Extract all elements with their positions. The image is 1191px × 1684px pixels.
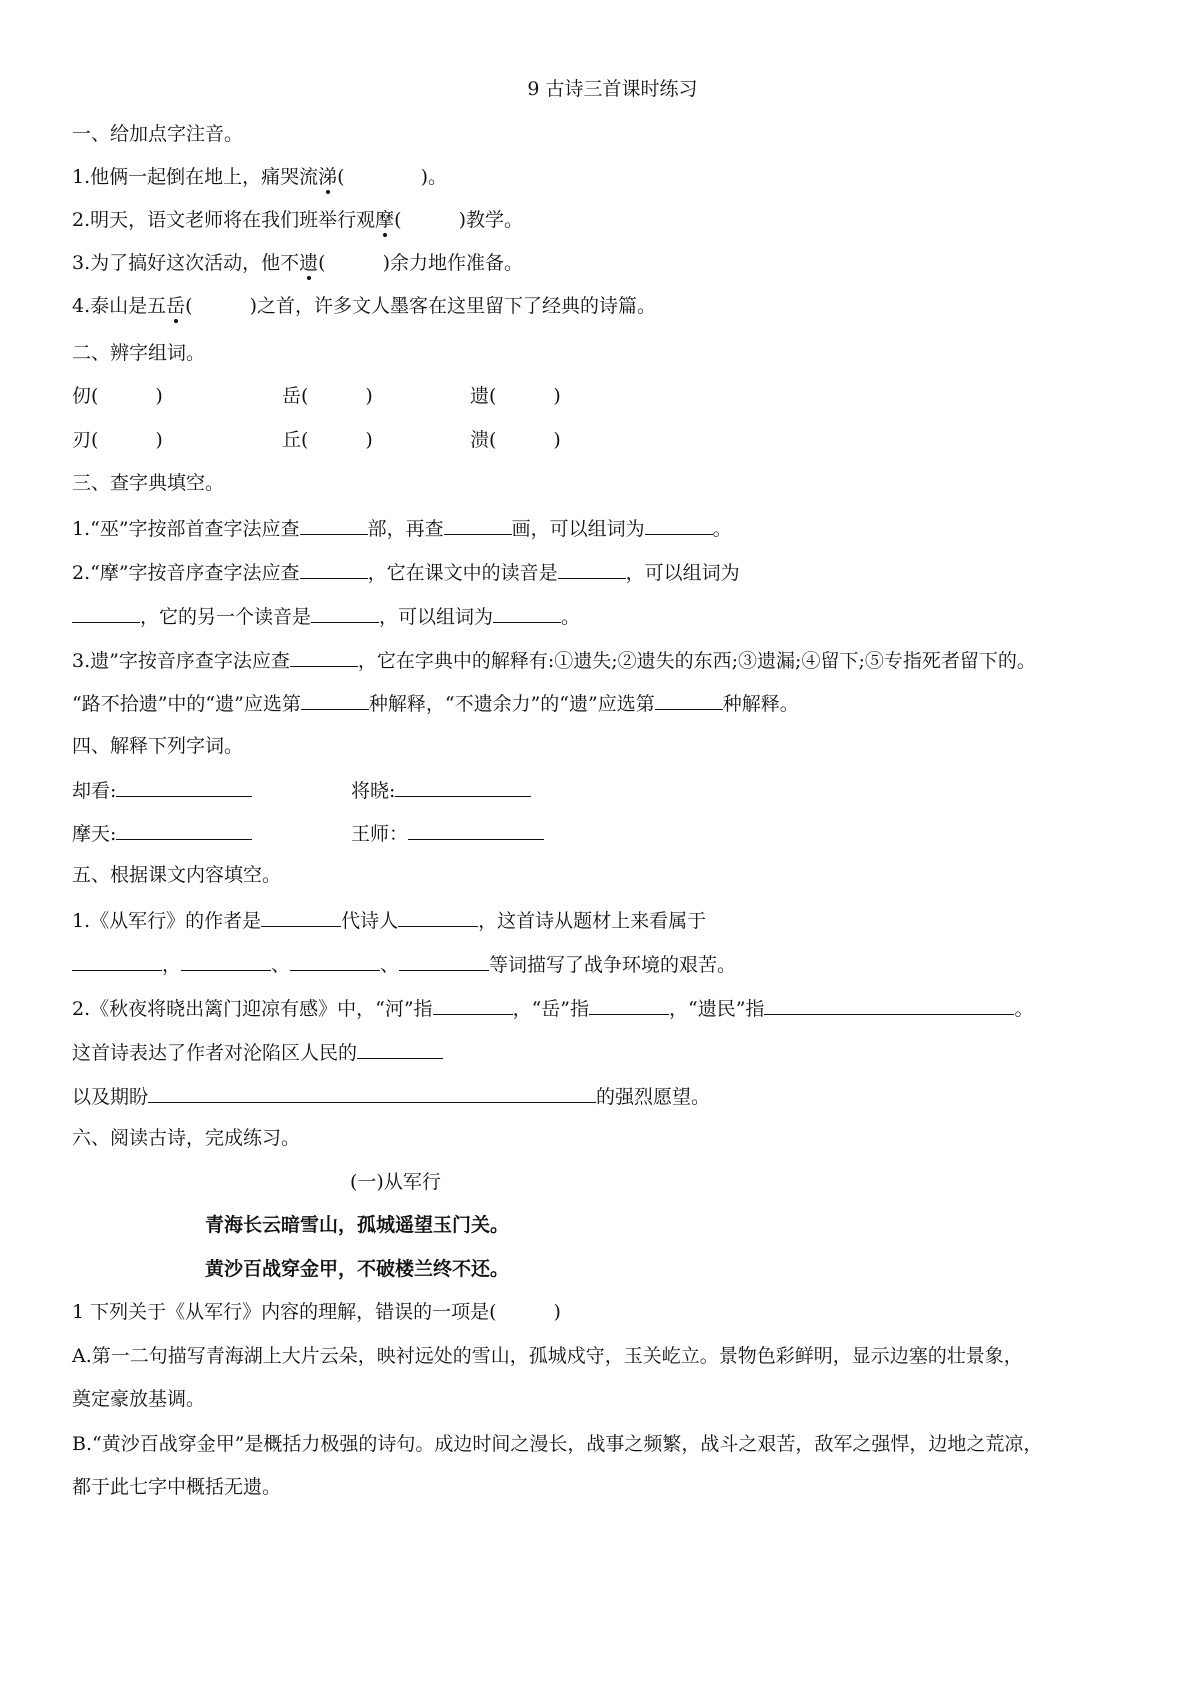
s5-question-1 xyxy=(72,906,706,934)
option-b-line-1: B.“黄沙百战穿金甲”是概括力极强的诗句。成边时间之漫长，战事之频繁，战斗之艰苦，敌军之强悍，边地之荒凉， xyxy=(72,1433,1043,1455)
poem-title: (一)从军行 xyxy=(350,1171,441,1193)
word-cell[interactable]: 岳( ) xyxy=(282,385,373,407)
dotted-char: 摩 xyxy=(375,209,395,231)
s5-question-2-cont xyxy=(72,1038,443,1066)
s1-question-1 xyxy=(72,164,447,190)
answer-paren[interactable]: ( )。 xyxy=(337,166,447,188)
s5-question-2 xyxy=(72,994,1033,1022)
word-cell[interactable]: 溃( ) xyxy=(470,429,561,451)
fill-blank[interactable] xyxy=(444,514,512,535)
s6-question-1: 1 下列关于《从军行》内容的理解，错误的一项是( ) xyxy=(72,1301,561,1323)
section-1-heading: 一、给加点字注音。 xyxy=(72,123,244,145)
q-text: 。 xyxy=(1014,998,1034,1020)
fill-blank[interactable] xyxy=(311,602,379,623)
q-text: 1.他俩一起倒在地上，痛哭流 xyxy=(72,166,319,188)
term: 却看: xyxy=(72,780,117,802)
fill-blank[interactable] xyxy=(290,950,380,971)
define-item xyxy=(351,776,531,804)
define-item xyxy=(351,819,544,847)
q-text: 种解释，“不遗余力”的“遗”应选第 xyxy=(368,693,655,715)
dotted-char: 遗 xyxy=(299,252,319,274)
s3-question-3 xyxy=(72,646,1036,674)
page-title: 9 古诗三首课时练习 xyxy=(527,78,698,100)
q-text: ， xyxy=(162,954,182,976)
section-5-heading: 五、根据课文内容填空。 xyxy=(72,864,282,886)
q-text: ，“岳”指 xyxy=(512,998,589,1020)
fill-blank[interactable] xyxy=(116,776,252,797)
q-text: 、 xyxy=(271,954,291,976)
fill-blank[interactable] xyxy=(433,994,513,1015)
define-item xyxy=(72,776,252,804)
q-text: 4.泰山是五 xyxy=(72,295,167,317)
option-b-line-2: 都于此七字中概括无遗。 xyxy=(72,1476,282,1498)
word-cell[interactable]: 丘( ) xyxy=(282,429,373,451)
q-text: 3.为了搞好这次活动，他不 xyxy=(72,252,300,274)
option-a-line-1: A.第一二句描写青海湖上大片云朵，映衬远处的雪山，孤城戍守，玉关屹立。景物色彩鲜明，显示边塞的壮景象， xyxy=(72,1345,1023,1367)
section-3-heading: 三、查字典填空。 xyxy=(72,472,225,494)
q-text: ，它在课文中的读音是 xyxy=(367,562,558,584)
s3-question-3-cont xyxy=(72,689,799,717)
fill-blank[interactable] xyxy=(764,994,1014,1015)
q-text: 2.明天，语文老师将在我们班举行观 xyxy=(72,209,376,231)
fill-blank[interactable] xyxy=(181,950,271,971)
s3-question-2 xyxy=(72,558,740,586)
dotted-char: 涕 xyxy=(318,166,338,188)
q-text: 部，再查 xyxy=(367,518,444,540)
fill-blank[interactable] xyxy=(398,906,478,927)
word-cell[interactable]: 刃( ) xyxy=(72,429,163,451)
section-6-heading: 六、阅读古诗，完成练习。 xyxy=(72,1127,301,1149)
term: 将晓: xyxy=(351,780,396,802)
q-text: ，这首诗从题材上来看属于 xyxy=(478,910,707,932)
s5-question-1-cont xyxy=(72,950,736,978)
fill-blank[interactable] xyxy=(72,950,162,971)
fill-blank[interactable] xyxy=(655,689,723,710)
answer-paren[interactable]: ( )余力地作准备。 xyxy=(318,252,523,274)
fill-blank[interactable] xyxy=(589,994,669,1015)
fill-blank[interactable] xyxy=(300,558,368,579)
fill-blank[interactable] xyxy=(290,646,358,667)
q-text: ，“遗民”指 xyxy=(669,998,765,1020)
dotted-char: 岳 xyxy=(166,295,186,317)
q-text: ，可以组词为 xyxy=(625,562,740,584)
q-text: 2.《秋夜将晓出篱门迎凉有感》中，“河”指 xyxy=(72,998,433,1020)
option-a-line-2: 奠定豪放基调。 xyxy=(72,1388,206,1410)
q-text: 等词描写了战争环境的艰苦。 xyxy=(489,954,737,976)
s1-question-2 xyxy=(72,207,523,233)
s3-question-2-cont xyxy=(72,602,580,630)
q-text: 这首诗表达了作者对沦陷区人民的 xyxy=(72,1042,358,1064)
word-cell[interactable]: 遗( ) xyxy=(470,385,561,407)
fill-blank[interactable] xyxy=(558,558,626,579)
fill-blank[interactable] xyxy=(148,1082,596,1103)
word-cell[interactable]: 仞( ) xyxy=(72,385,163,407)
poem-line-2: 黄沙百战穿金甲，不破楼兰终不还。 xyxy=(205,1258,510,1280)
q-text: 2.“摩”字按音序查字法应查 xyxy=(72,562,300,584)
s1-question-3 xyxy=(72,250,523,276)
q-text: “路不拾遗”中的“遗”应选第 xyxy=(72,693,301,715)
q-text: 。 xyxy=(561,606,581,628)
q-text: 代诗人 xyxy=(341,910,399,932)
fill-blank[interactable] xyxy=(301,689,369,710)
s3-question-1 xyxy=(72,514,732,542)
fill-blank[interactable] xyxy=(493,602,561,623)
q-text: 、 xyxy=(380,954,400,976)
q-text: 的强烈愿望。 xyxy=(596,1086,711,1108)
fill-blank[interactable] xyxy=(116,819,252,840)
term: 王师： xyxy=(351,823,409,845)
answer-paren[interactable]: ( )教学。 xyxy=(394,209,523,231)
poem-line-1: 青海长云暗雪山，孤城遥望玉门关。 xyxy=(205,1214,510,1236)
fill-blank[interactable] xyxy=(261,906,341,927)
answer-paren[interactable]: ( )之首，许多文人墨客在这里留下了经典的诗篇。 xyxy=(185,295,656,317)
fill-blank[interactable] xyxy=(408,819,544,840)
q-text: 。 xyxy=(712,518,732,540)
section-4-heading: 四、解释下列字词。 xyxy=(72,735,244,757)
q-text: 1.《从军行》的作者是 xyxy=(72,910,262,932)
q-text: ，可以组词为 xyxy=(379,606,494,628)
term: 摩天: xyxy=(72,823,117,845)
fill-blank[interactable] xyxy=(72,602,140,623)
fill-blank[interactable] xyxy=(357,1038,443,1059)
fill-blank[interactable] xyxy=(300,514,368,535)
q-text: ，它在字典中的解释有:①遗失;②遗失的东西;③遗漏;④留下;⑤专指死者留下的。 xyxy=(357,650,1036,672)
q-text: 3.遗”字按音序查字法应查 xyxy=(72,650,290,672)
fill-blank[interactable] xyxy=(399,950,489,971)
q-text: 画，可以组词为 xyxy=(511,518,645,540)
fill-blank[interactable] xyxy=(395,776,531,797)
q-text: 1.“巫”字按部首查字法应查 xyxy=(72,518,300,540)
s1-question-4 xyxy=(72,293,656,319)
s5-question-2-end xyxy=(72,1082,710,1110)
q-text: 种解释。 xyxy=(722,693,799,715)
q-text: 以及期盼 xyxy=(72,1086,149,1108)
define-item xyxy=(72,819,252,847)
fill-blank[interactable] xyxy=(645,514,713,535)
q-text: ，它的另一个读音是 xyxy=(140,606,312,628)
section-2-heading: 二、辨字组词。 xyxy=(72,342,206,364)
